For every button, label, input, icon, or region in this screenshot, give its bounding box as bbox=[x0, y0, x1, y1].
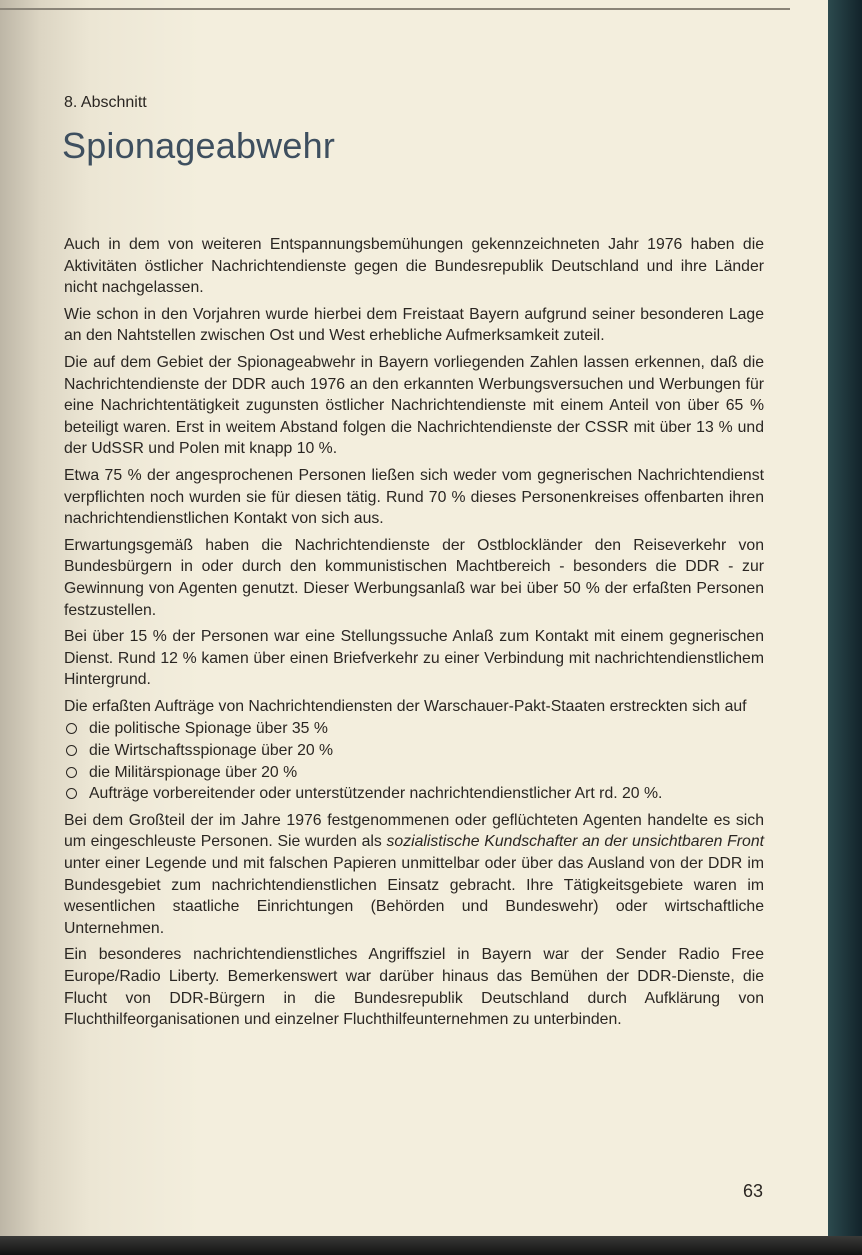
paragraph-1: Auch in dem von weiteren Entspannungsbemühungen gekennzeichneten Jahr 1976 haben die Aktivitäten östlicher Nachrichtendienste gegen die Bundesrepublik Deutschland und ihre Länder nicht nachgelassen. bbox=[64, 236, 764, 297]
circle-bullet-icon bbox=[66, 788, 77, 799]
list-item bbox=[64, 762, 764, 784]
paragraph-6: Bei über 15 % der Personen war eine Stellungssuche Anlaß zum Kontakt mit einem gegnerischen Dienst. Rund 12 % kamen über einen Briefverkehr zu einer Verbindung mit nachrichtendienstlichem Hintergrund. bbox=[64, 628, 764, 689]
list-item-text: die Wirtschaftsspionage über 20 % bbox=[89, 742, 334, 760]
paragraph-8 bbox=[64, 810, 764, 940]
section-label: 8. Abschnitt bbox=[64, 94, 147, 111]
circle-bullet-icon bbox=[66, 723, 77, 734]
paragraph-8-end: unter einer Legende und mit falschen Papieren unmittelbar oder über das Ausland von der DDR im Bundesgebiet zum nachrichtendienstlichen Einsatz gebracht. Ihre Tätigkeitsgebiete waren im wesentlichen staatliche Einrichtungen (Behörden und Bundeswehr) oder wirtschaftliche Unternehmen. bbox=[64, 855, 764, 937]
circle-bullet-icon bbox=[66, 767, 77, 778]
list-item bbox=[64, 783, 764, 805]
list-item bbox=[64, 718, 764, 740]
paragraph-3: Die auf dem Gebiet der Spionageabwehr in Bayern vorliegenden Zahlen lassen erkennen, daß die Nachrichtendienste der DDR auch 1976 an den erkannten Werbungsversuchen und Werbungen für eine Nachrichtentätigkeit zugunsten östlicher Nachrichtendienste mit einem Anteil von über 65 % beteiligt waren. Erst in weitem Abstand folgen die Nachrichtendienste der CSSR mit über 13 % und der UdSSR und Polen mit knapp 10 %. bbox=[64, 353, 764, 458]
scan-right-edge bbox=[828, 0, 862, 1255]
top-rule bbox=[0, 8, 790, 10]
task-list bbox=[64, 718, 764, 804]
list-item bbox=[64, 740, 764, 762]
paragraph-4: Etwa 75 % der angesprochenen Personen ließen sich weder vom gegnerischen Nachrichtendienst verpflichten noch wurden sie für diesen tätig. Rund 70 % dieses Personenkreises offenbarten ihren nachrichtendienstlichen Kontakt von sich aus. bbox=[64, 466, 764, 528]
page-number: 63 bbox=[743, 1181, 764, 1201]
scan-bottom-edge bbox=[0, 1236, 862, 1255]
page-title: Spionageabwehr bbox=[62, 125, 336, 166]
paragraph-9: Ein besonderes nachrichtendienstliches Angriffsziel in Bayern war der Sender Radio Free Europe/Radio Liberty. Bemerkenswert war darüber hinaus das Bemühen der DDR-Dienste, die Flucht von DDR-Bürgern in die Bundesrepublik Deutschland durch Aufklärung von Fluchthilfeorganisationen und einzelner Fluchthilfeunternehmen zu unterbinden. bbox=[64, 946, 764, 1029]
paragraph-8-start: Bei dem Großteil der im Jahre 1976 festgenommenen oder geflüchteten Agenten handelte es sich um eingeschleuste Personen. Sie wurden als bbox=[64, 811, 764, 851]
paragraph-2: Wie schon in den Vorjahren wurde hierbei dem Freistaat Bayern aufgrund seiner besonderen Lage an den Nahtstellen zwischen Ost und West erhebliche Aufmerksamkeit zuteil. bbox=[64, 305, 764, 345]
paragraph-5: Erwartungsgemäß haben die Nachrichtendienste der Ostblockländer den Reiseverkehr von Bundesbürgern in oder durch den kommunistischen Machtbereich - besonders die DDR - zur Gewinnung von Agenten genutzt. Dieser Werbungsanlaß war bei über 50 % der erfaßten Personen festzustellen. bbox=[64, 536, 764, 619]
list-item-text: Aufträge vorbereitender oder unterstützender nachrichtendienstlicher Art rd. 20 %. bbox=[89, 785, 663, 803]
body-text bbox=[64, 234, 764, 1036]
list-item-text: die Militärspionage über 20 % bbox=[89, 763, 298, 781]
circle-bullet-icon bbox=[66, 745, 77, 756]
paragraph-7: Die erfaßten Aufträge von Nachrichtendiensten der Warschauer-Pakt-Staaten erstreckten sich auf bbox=[64, 697, 747, 715]
list-item-text: die politische Spionage über 35 % bbox=[89, 720, 328, 738]
paragraph-8-emphasis: sozialistische Kundschafter an der unsichtbaren Front bbox=[386, 833, 764, 851]
